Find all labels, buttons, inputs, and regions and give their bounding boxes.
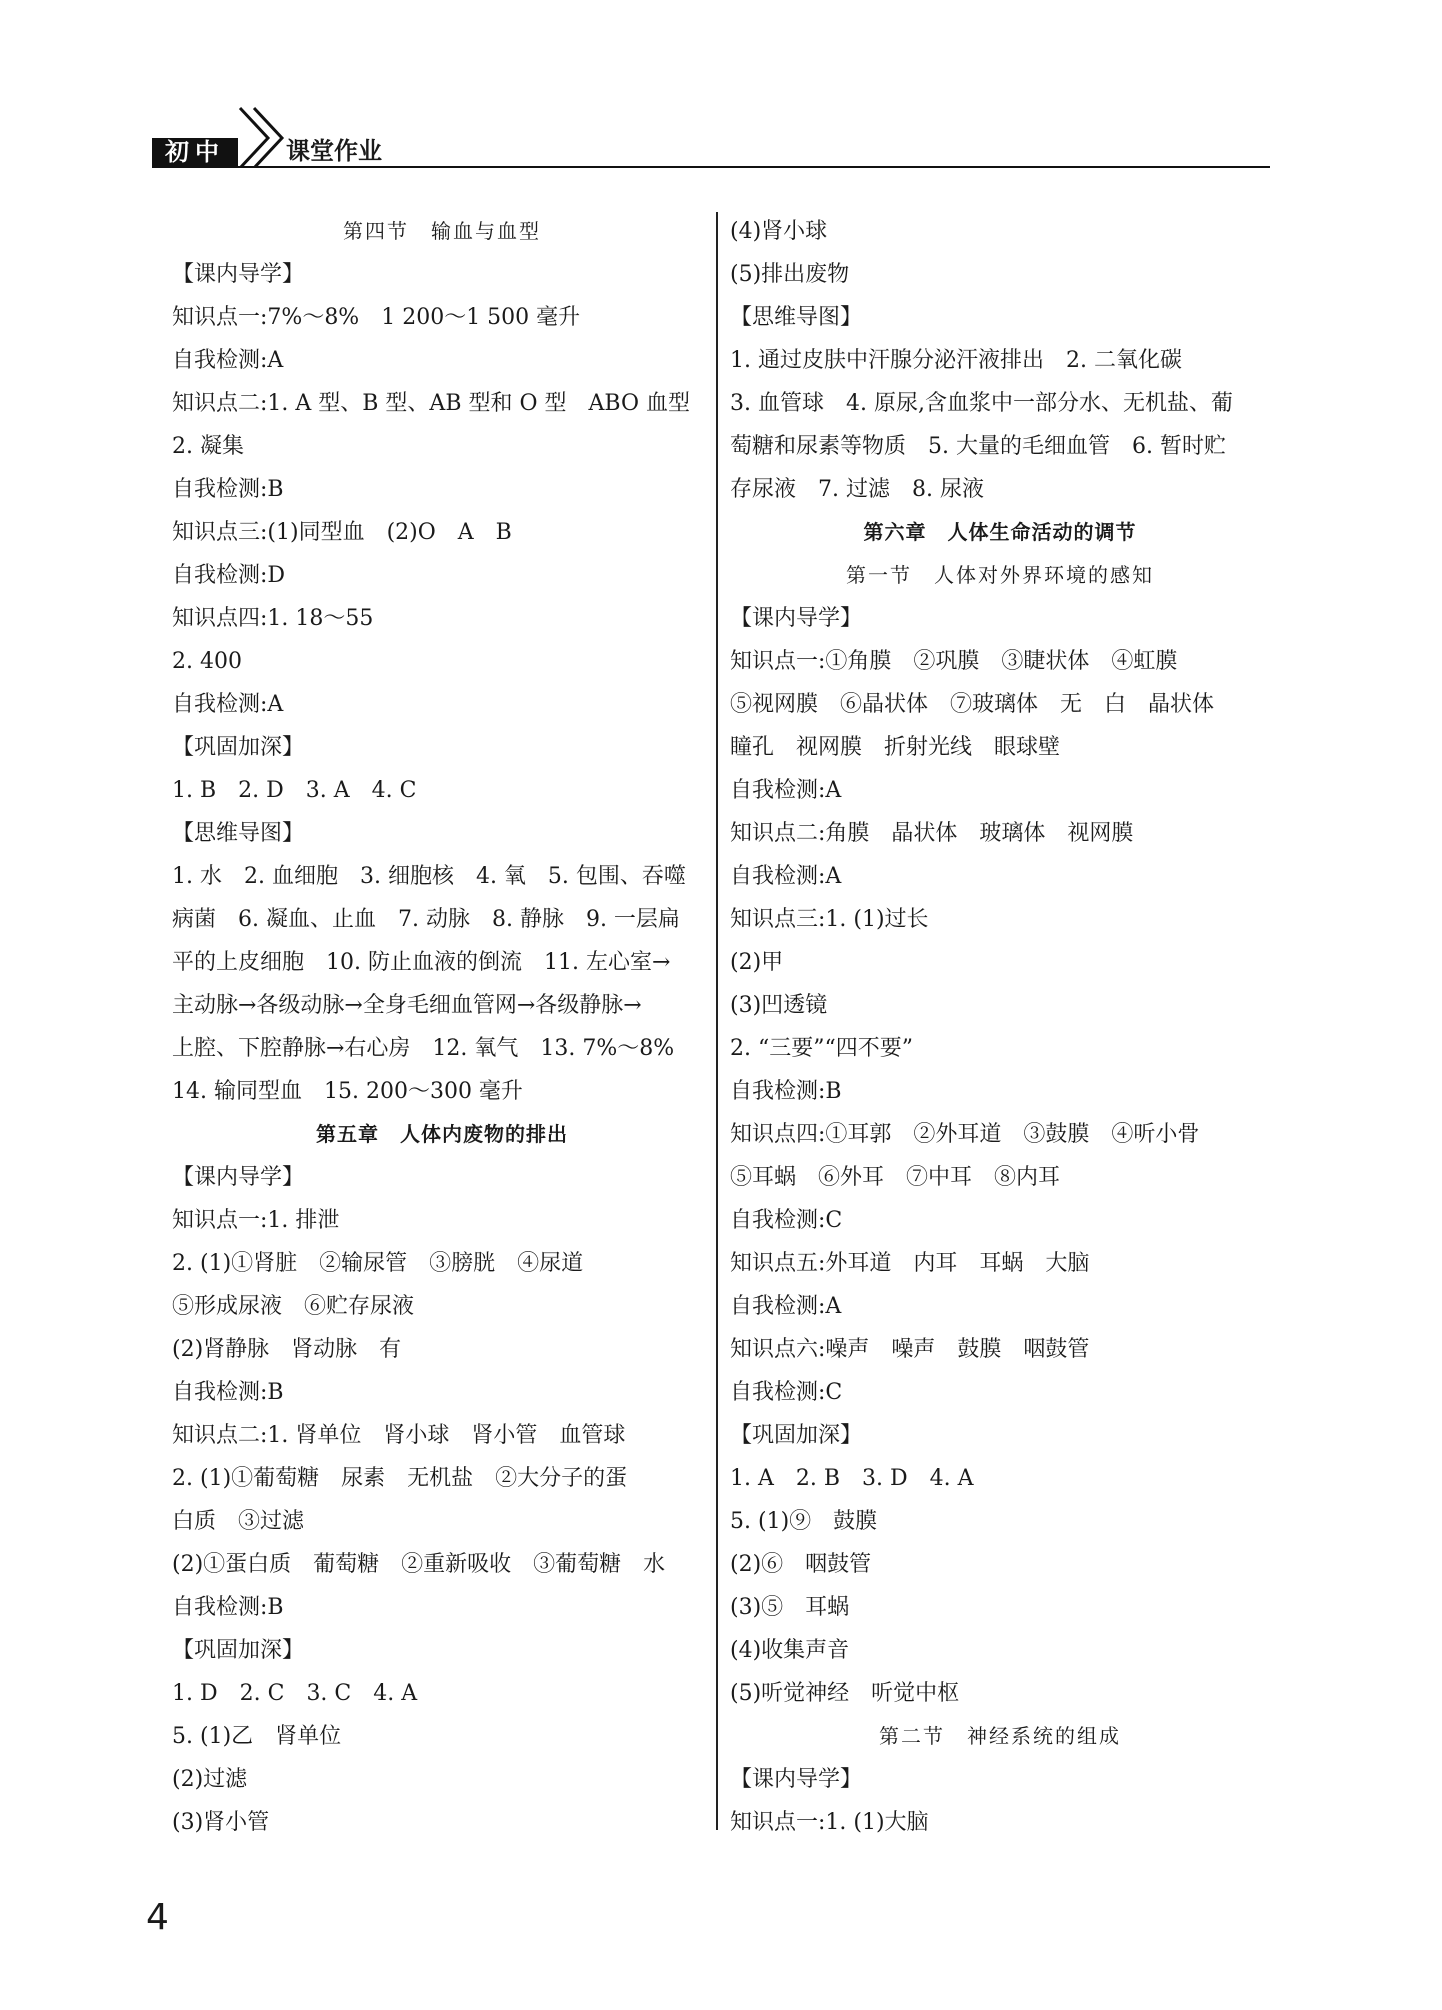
answer-line: 【课内导学】 bbox=[172, 262, 305, 287]
answer-line: 14. 输同型血 15. 200～300 毫升 bbox=[172, 1079, 523, 1104]
answer-line: ⑤形成尿液 ⑥贮存尿液 bbox=[172, 1294, 415, 1319]
answer-line: 自我检测:B bbox=[172, 1595, 284, 1620]
answer-line: 知识点一:①角膜 ②巩膜 ③睫状体 ④虹膜 bbox=[730, 649, 1178, 674]
answer-line: 2. “三要”“四不要” bbox=[730, 1036, 913, 1061]
right-column bbox=[730, 210, 1270, 1844]
answer-line: 知识点四:1. 18～55 bbox=[172, 606, 374, 631]
answer-line: ⑤视网膜 ⑥晶状体 ⑦玻璃体 无 白 晶状体 bbox=[730, 692, 1215, 717]
answer-line: (2)⑥ 咽鼓管 bbox=[730, 1552, 872, 1577]
page-header bbox=[152, 98, 1270, 168]
answer-line: 知识点三:(1)同型血 (2)O A B bbox=[172, 520, 512, 545]
answer-line: (5)排出废物 bbox=[730, 262, 850, 287]
answer-line: 白质 ③过滤 bbox=[172, 1509, 305, 1534]
answer-line: 5. (1)⑨ 鼓膜 bbox=[730, 1509, 878, 1534]
answer-line: 上腔、下腔静脉→右心房 12. 氧气 13. 7%～8% bbox=[172, 1036, 675, 1061]
answer-line: (2)过滤 bbox=[172, 1767, 248, 1792]
book-title: 课堂作业 bbox=[286, 137, 382, 165]
answer-line: (2)①蛋白质 葡萄糖 ②重新吸收 ③葡萄糖 水 bbox=[172, 1552, 666, 1577]
answer-line: (4)收集声音 bbox=[730, 1638, 850, 1663]
page-number: 4 bbox=[146, 1897, 169, 1938]
answer-line: 知识点一:1. (1)大脑 bbox=[730, 1810, 929, 1835]
answer-line: 【巩固加深】 bbox=[172, 1638, 305, 1663]
answer-line: 自我检测:A bbox=[172, 692, 284, 717]
answer-line: 5. (1)乙 肾单位 bbox=[172, 1724, 342, 1749]
answer-line: (3)⑤ 耳蜗 bbox=[730, 1595, 850, 1620]
answer-line: 知识点一:7%～8% 1 200～1 500 毫升 bbox=[172, 305, 581, 330]
answer-line: 存尿液 7. 过滤 8. 尿液 bbox=[730, 477, 984, 502]
answer-line: 2. 400 bbox=[172, 649, 242, 674]
header-rule bbox=[152, 166, 1270, 168]
answer-line: 知识点一:1. 排泄 bbox=[172, 1208, 340, 1233]
answer-line: (3)凹透镜 bbox=[730, 993, 828, 1018]
left-column bbox=[172, 210, 712, 1844]
level-tab: 初中 bbox=[152, 138, 238, 166]
answer-line: 平的上皮细胞 10. 防止血液的倒流 11. 左心室→ bbox=[172, 950, 671, 975]
answer-line: (3)肾小管 bbox=[172, 1810, 270, 1835]
answer-line: 知识点六:噪声 噪声 鼓膜 咽鼓管 bbox=[730, 1337, 1090, 1362]
answer-line: 自我检测:A bbox=[730, 1294, 842, 1319]
answer-line: 【课内导学】 bbox=[172, 1165, 305, 1190]
answer-line: 瞳孔 视网膜 折射光线 眼球壁 bbox=[730, 735, 1061, 760]
answer-line: 1. 通过皮肤中汗腺分泌汗液排出 2. 二氧化碳 bbox=[730, 348, 1182, 373]
answer-line: 知识点五:外耳道 内耳 耳蜗 大脑 bbox=[730, 1251, 1090, 1276]
section-heading: 第二节 神经系统的组成 bbox=[879, 1724, 1121, 1748]
answer-line: 【思维导图】 bbox=[730, 305, 863, 330]
answer-line: 2. 凝集 bbox=[172, 434, 244, 459]
answer-line: 自我检测:B bbox=[172, 1380, 284, 1405]
answer-line: (4)肾小球 bbox=[730, 219, 828, 244]
answer-line: 自我检测:B bbox=[172, 477, 284, 502]
section-heading: 第四节 输血与血型 bbox=[343, 219, 541, 243]
answer-line: (2)肾静脉 肾动脉 有 bbox=[172, 1337, 402, 1362]
answer-line: 【课内导学】 bbox=[730, 606, 863, 631]
answer-line: 自我检测:A bbox=[172, 348, 284, 373]
answer-line: 1. A 2. B 3. D 4. A bbox=[730, 1466, 974, 1491]
chapter-heading: 第六章 人体生命活动的调节 bbox=[863, 520, 1137, 544]
answer-line: ⑤耳蜗 ⑥外耳 ⑦中耳 ⑧内耳 bbox=[730, 1165, 1061, 1190]
answer-line: 知识点三:1. (1)过长 bbox=[730, 907, 929, 932]
answer-line: 【巩固加深】 bbox=[730, 1423, 863, 1448]
answer-line: (2)甲 bbox=[730, 950, 784, 975]
answer-line: 3. 血管球 4. 原尿,含血浆中一部分水、无机盐、葡 bbox=[730, 391, 1233, 416]
answer-line: 【思维导图】 bbox=[172, 821, 305, 846]
section-heading: 第一节 人体对外界环境的感知 bbox=[846, 563, 1154, 587]
answer-line: 1. D 2. C 3. C 4. A bbox=[172, 1681, 418, 1706]
column-divider bbox=[716, 212, 718, 1830]
answer-line: 自我检测:C bbox=[730, 1380, 843, 1405]
answer-line: 知识点二:1. 肾单位 肾小球 肾小管 血管球 bbox=[172, 1423, 626, 1448]
answer-line: 2. (1)①葡萄糖 尿素 无机盐 ②大分子的蛋 bbox=[172, 1466, 628, 1491]
answer-line: 知识点四:①耳郭 ②外耳道 ③鼓膜 ④听小骨 bbox=[730, 1122, 1200, 1147]
answer-line: 自我检测:C bbox=[730, 1208, 843, 1233]
answer-line: 主动脉→各级动脉→全身毛细血管网→各级静脉→ bbox=[172, 993, 642, 1018]
answer-line: 自我检测:B bbox=[730, 1079, 842, 1104]
answer-line: 1. 水 2. 血细胞 3. 细胞核 4. 氧 5. 包围、吞噬 bbox=[172, 864, 686, 889]
answer-line: 萄糖和尿素等物质 5. 大量的毛细血管 6. 暂时贮 bbox=[730, 434, 1226, 459]
answer-line: 知识点二:角膜 晶状体 玻璃体 视网膜 bbox=[730, 821, 1134, 846]
answer-line: 【课内导学】 bbox=[730, 1767, 863, 1792]
answer-line: 1. B 2. D 3. A 4. C bbox=[172, 778, 417, 803]
chapter-heading: 第五章 人体内废物的排出 bbox=[316, 1122, 568, 1146]
answer-line: 【巩固加深】 bbox=[172, 735, 305, 760]
answer-line: 2. (1)①肾脏 ②输尿管 ③膀胱 ④尿道 bbox=[172, 1251, 584, 1276]
answer-line: 病菌 6. 凝血、止血 7. 动脉 8. 静脉 9. 一层扁 bbox=[172, 907, 680, 932]
answer-line: (5)听觉神经 听觉中枢 bbox=[730, 1681, 960, 1706]
answer-line: 知识点二:1. A 型、B 型、AB 型和 O 型 ABO 血型 bbox=[172, 391, 691, 416]
answer-line: 自我检测:A bbox=[730, 864, 842, 889]
answer-line: 自我检测:A bbox=[730, 778, 842, 803]
answer-line: 自我检测:D bbox=[172, 563, 286, 588]
